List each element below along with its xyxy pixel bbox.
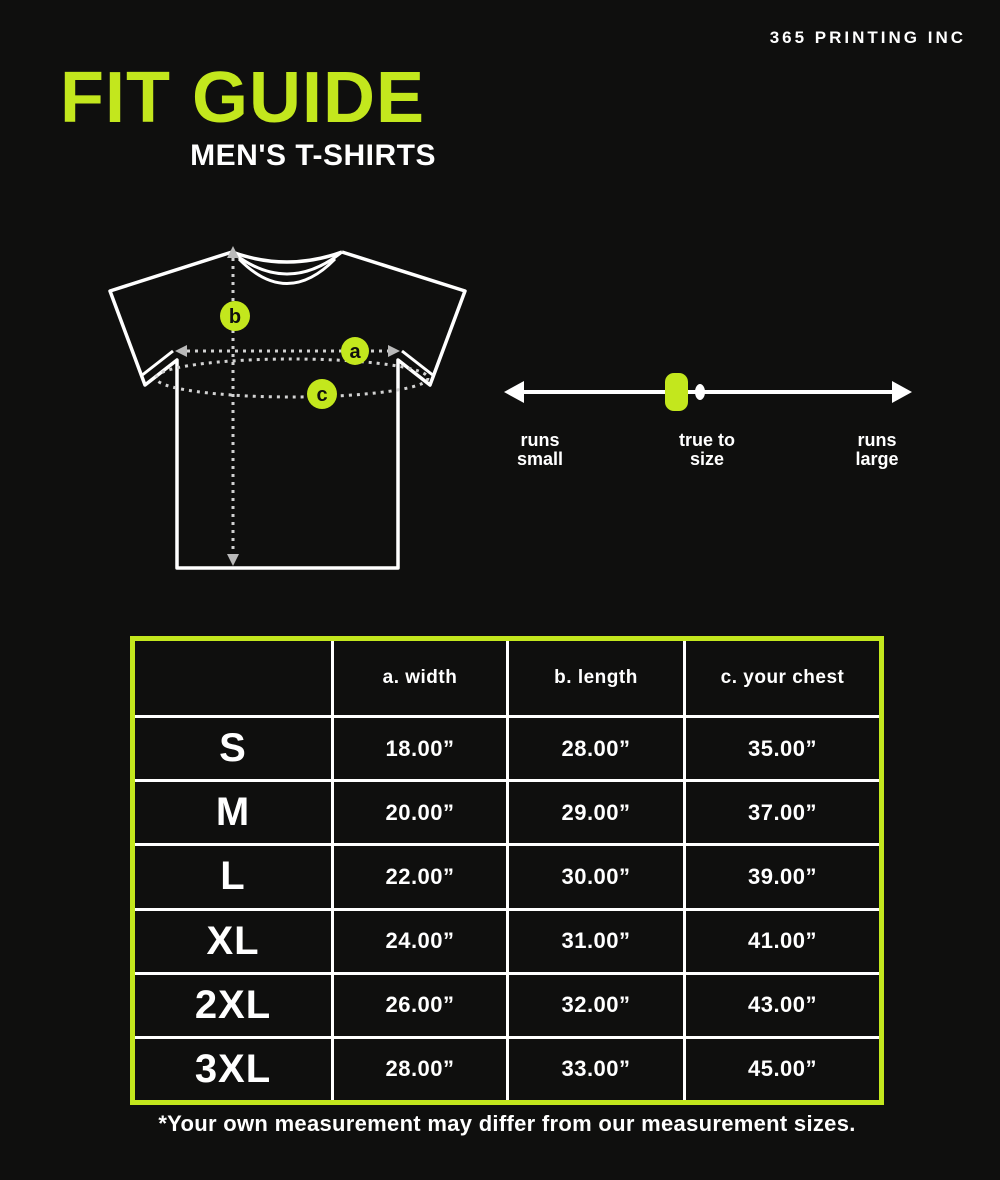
chest-cell: 37.00” <box>686 782 879 843</box>
width-cell: 22.00” <box>334 846 506 907</box>
fit-scale-marker-pill <box>665 373 688 411</box>
width-cell: 28.00” <box>334 1039 506 1100</box>
length-cell: 28.00” <box>509 718 683 779</box>
size-cell: 2XL <box>135 975 331 1036</box>
chest-cell: 45.00” <box>686 1039 879 1100</box>
chest-measure-ellipse <box>156 359 428 397</box>
tshirt-outline <box>110 252 465 568</box>
marker-chest <box>307 379 337 409</box>
marker-width-letter: a <box>349 341 361 363</box>
fit-scale-dot <box>695 384 705 400</box>
length-arrow-bottom <box>227 554 239 566</box>
fit-scale-label-line: runs <box>857 430 897 450</box>
fit-scale-diagram <box>498 364 918 419</box>
size-cell: M <box>135 782 331 843</box>
length-cell: 32.00” <box>509 975 683 1036</box>
fit-scale-label-runs-small <box>498 431 582 469</box>
width-cell: 20.00” <box>334 782 506 843</box>
width-cell: 26.00” <box>334 975 506 1036</box>
length-cell: 29.00” <box>509 782 683 843</box>
fit-scale-label-true-to-size <box>658 431 756 469</box>
header-cell-chest: c. your chest <box>686 641 879 715</box>
length-cell: 30.00” <box>509 846 683 907</box>
fit-scale-arrow-right <box>892 381 912 403</box>
fit-scale-label-line: small <box>516 449 564 469</box>
header-cell-length: b. length <box>509 641 683 715</box>
size-table <box>130 636 884 1105</box>
left-cuff-line <box>141 351 173 376</box>
chest-cell: 41.00” <box>686 911 879 972</box>
size-cell: S <box>135 718 331 779</box>
width-arrow-left <box>175 345 187 357</box>
page-subtitle: MEN'S T-SHIRTS <box>190 139 436 172</box>
size-cell: XL <box>135 911 331 972</box>
chest-cell: 43.00” <box>686 975 879 1036</box>
size-cell: 3XL <box>135 1039 331 1100</box>
size-cell: L <box>135 846 331 907</box>
width-cell: 24.00” <box>334 911 506 972</box>
fit-scale-label-line: true to <box>679 430 735 450</box>
chest-cell: 35.00” <box>686 718 879 779</box>
fit-scale-arrow-left <box>504 381 524 403</box>
fit-scale-label-line: runs <box>520 430 560 450</box>
fit-scale-label-line: size <box>689 449 725 469</box>
page-title: FIT GUIDE <box>60 58 425 138</box>
marker-chest-letter: c <box>316 384 328 406</box>
width-cell: 18.00” <box>334 718 506 779</box>
header-cell-corner <box>135 641 331 715</box>
footnote: *Your own measurement may differ from our measurement sizes. <box>158 1111 856 1136</box>
tshirt-measurement-diagram <box>95 238 475 583</box>
marker-length-letter: b <box>228 306 242 328</box>
fit-scale-label-runs-large <box>833 431 921 469</box>
fit-scale-label-line: large <box>855 449 899 469</box>
width-arrow-right <box>388 345 400 357</box>
marker-length <box>220 301 250 331</box>
length-cell: 31.00” <box>509 911 683 972</box>
chest-cell: 39.00” <box>686 846 879 907</box>
brand-name: 365 PRINTING INC <box>769 28 966 47</box>
header-cell-width: a. width <box>334 641 506 715</box>
collar-outer-arc <box>232 252 342 262</box>
marker-width <box>341 337 369 365</box>
length-cell: 33.00” <box>509 1039 683 1100</box>
